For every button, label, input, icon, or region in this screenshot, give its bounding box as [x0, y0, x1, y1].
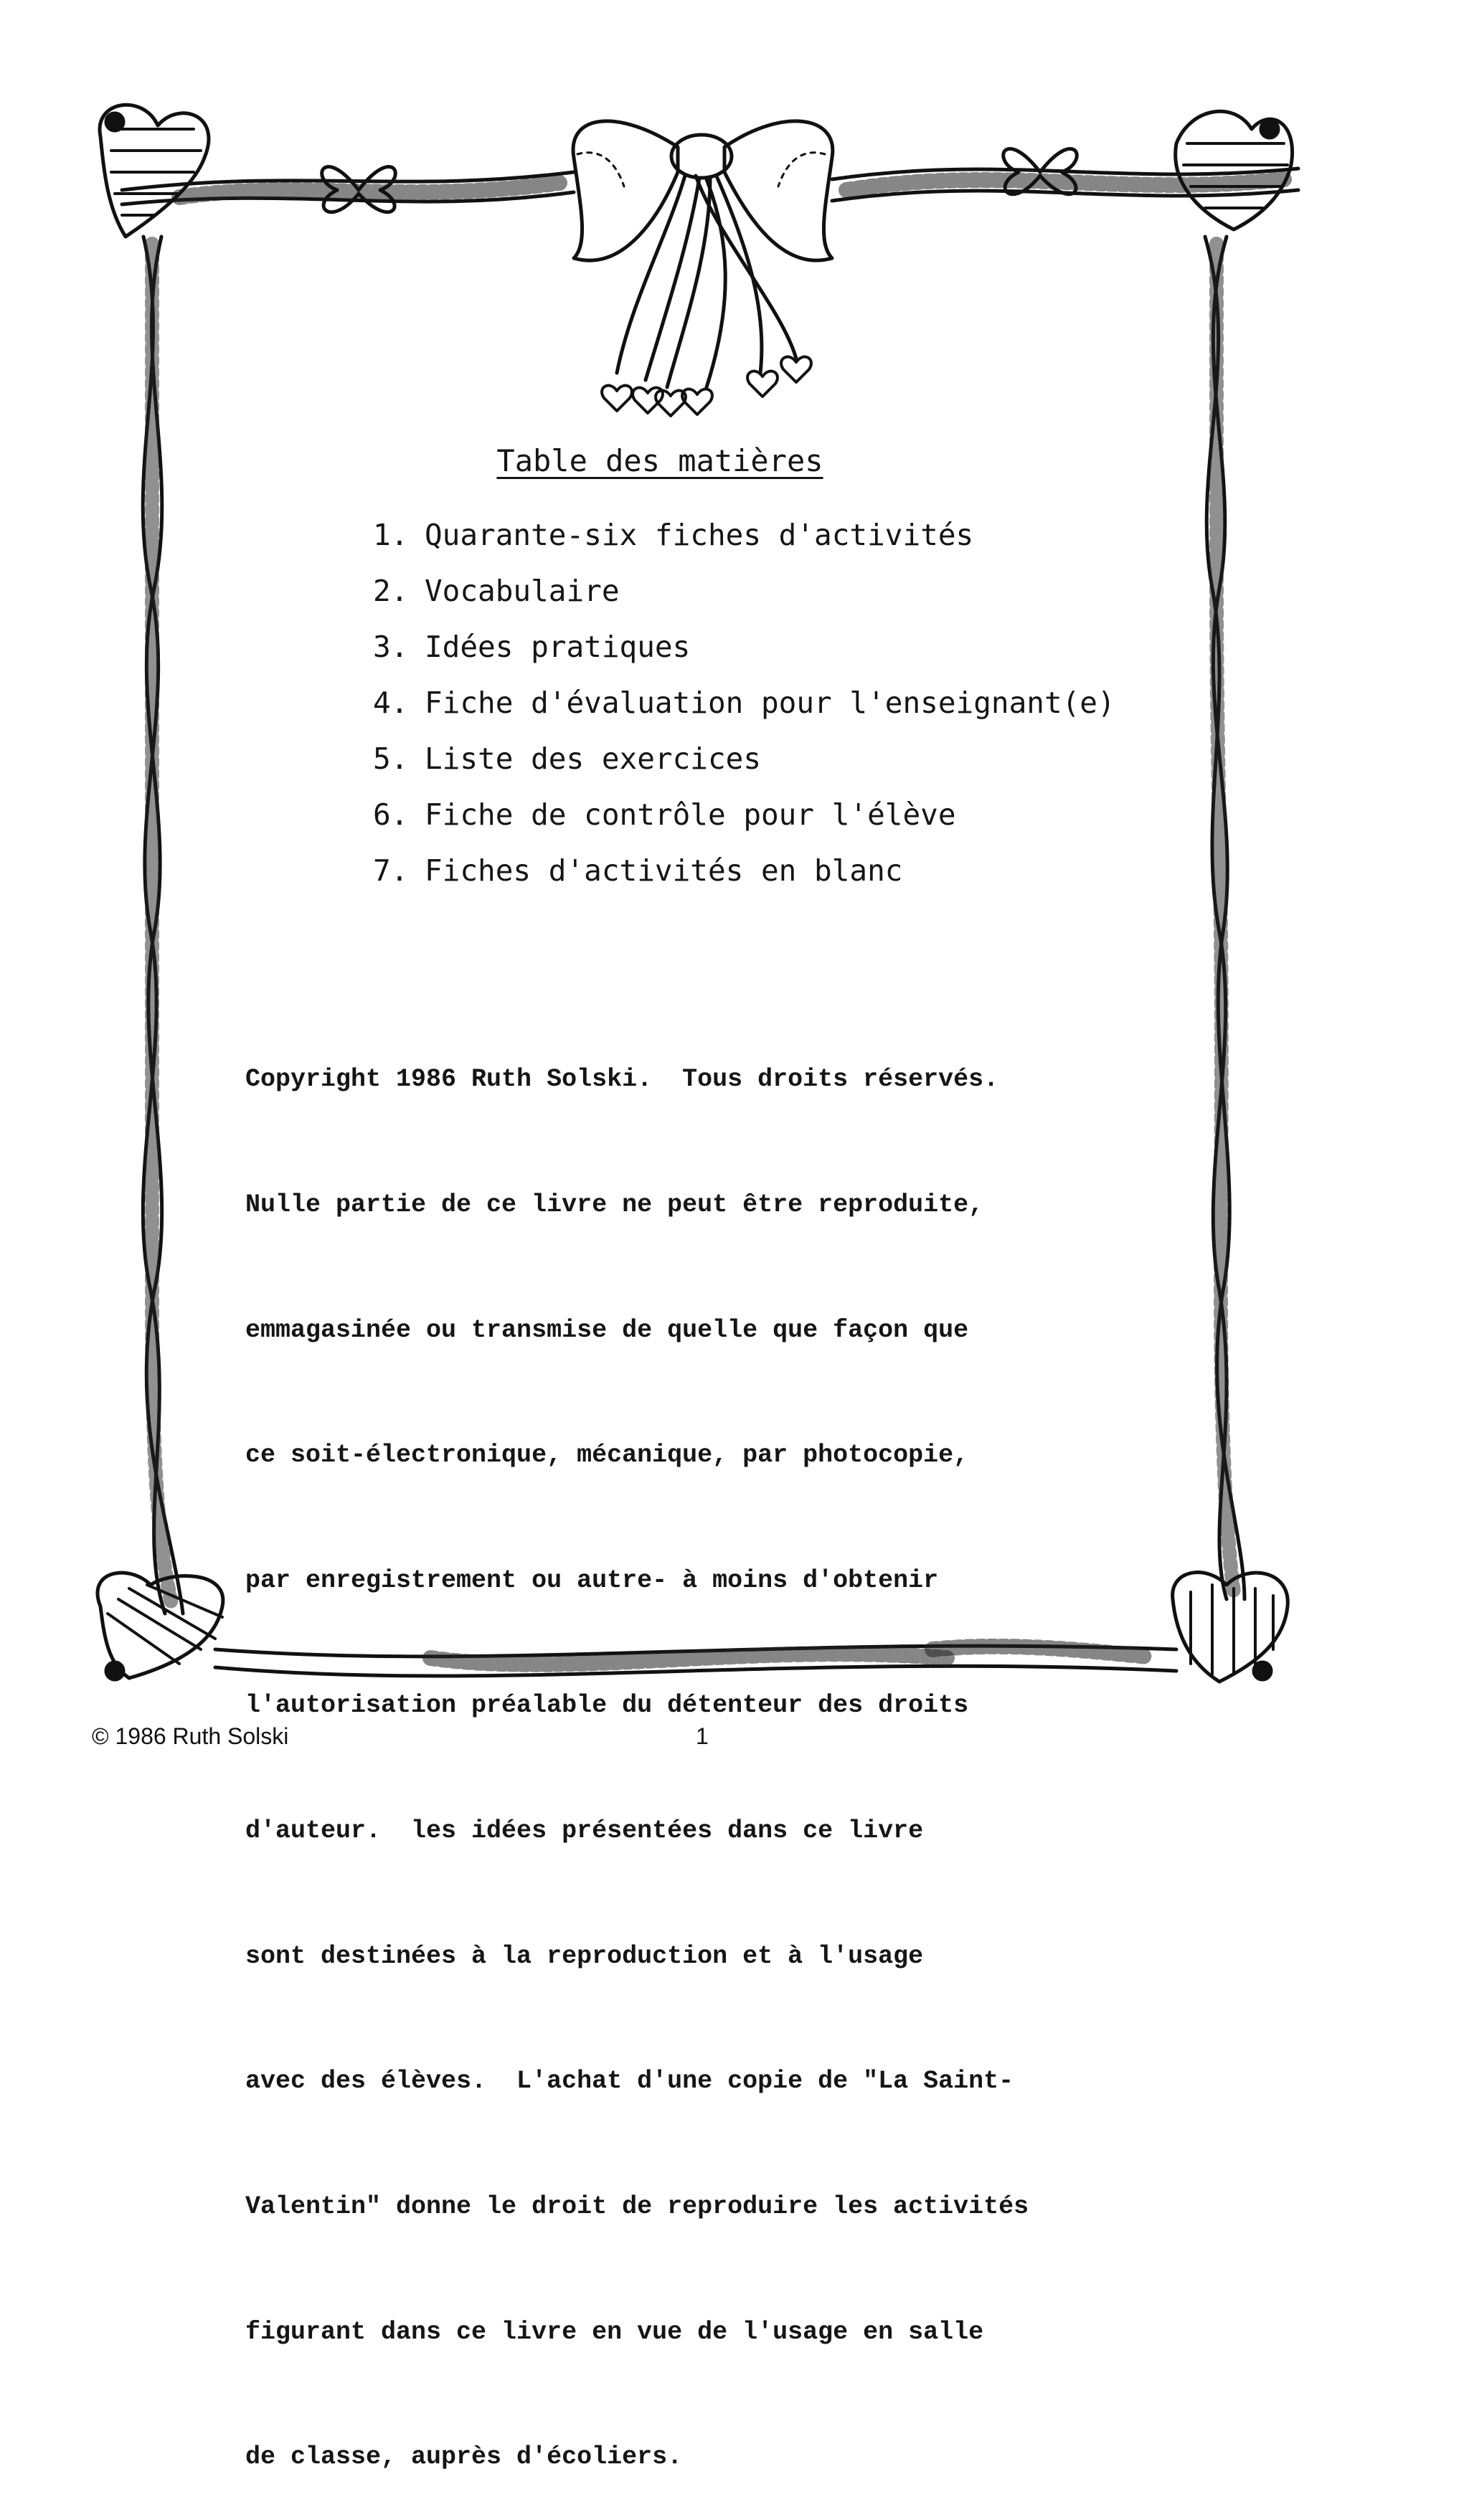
copyright-line: sont destinées à la reproduction et à l'usage: [245, 1941, 924, 1971]
footer-copyright: © 1986 Ruth Solski: [92, 1723, 289, 1749]
right-ribbon-border: [1205, 237, 1244, 1599]
copyright-line: d'auteur. les idées présentées dans ce livre: [245, 1816, 924, 1846]
copyright-line: emmagasinée ou transmise de quelle que façon que: [245, 1315, 969, 1345]
toc-item: [373, 513, 1126, 569]
toc-item-label: Vocabulaire: [425, 574, 620, 608]
toc-item-number: 3.: [373, 630, 409, 664]
copyright-line: Copyright 1986 Ruth Solski. Tous droits réservés.: [245, 1065, 999, 1094]
toc-item: [373, 849, 1126, 905]
toc-item-number: 5.: [373, 742, 409, 776]
page-number: 1: [696, 1723, 709, 1749]
toc-item-number: 6.: [373, 797, 409, 832]
toc-item-number: 2.: [373, 574, 409, 608]
copyright-line: ce soit-électronique, mécanique, par photocopie,: [245, 1441, 969, 1470]
ribbon-bow-icon: [573, 121, 833, 387]
toc-item-number: 1.: [373, 518, 409, 552]
copyright-line: Valentin" donne le droit de reproduire les activités: [245, 2192, 1029, 2221]
copyright-line: par enregistrement ou autre- à moins d'obtenir: [245, 1565, 939, 1595]
toc-list: [373, 513, 1126, 905]
toc-item-label: Fiche de contrôle pour l'élève: [425, 797, 956, 832]
toc-item-label: Fiche d'évaluation pour l'enseignant(e): [425, 686, 1115, 720]
toc-item-label: Liste des exercices: [425, 742, 761, 776]
toc-item-label: Quarante-six fiches d'activités: [425, 518, 974, 552]
copyright-line: Nulle partie de ce livre ne peut être reproduite,: [245, 1190, 984, 1220]
toc-title: Table des matières: [496, 443, 823, 478]
toc-item-label: Fiches d'activités en blanc: [425, 853, 903, 888]
toc-item: [373, 681, 1126, 737]
toc-item: [373, 569, 1126, 625]
copyright-line: avec des élèves. L'achat d'une copie de "La Saint-: [245, 2067, 1014, 2096]
toc-item-label: Idées pratiques: [425, 630, 691, 664]
toc-item-number: 7.: [373, 853, 409, 888]
toc-item: [373, 793, 1126, 849]
toc-item-number: 4.: [373, 686, 409, 720]
toc-item: [373, 625, 1126, 681]
copyright-line: l'autorisation préalable du détenteur des droits: [245, 1691, 969, 1720]
left-ribbon-border: [143, 237, 183, 1614]
toc-item: [373, 737, 1126, 793]
copyright-line: figurant dans ce livre en vue de l'usage en salle: [245, 2317, 984, 2346]
copyright-line: de classe, auprès d'écoliers.: [245, 2443, 683, 2472]
butterfly-knot-icon: [322, 166, 396, 212]
striped-heart-icon: [100, 105, 209, 237]
